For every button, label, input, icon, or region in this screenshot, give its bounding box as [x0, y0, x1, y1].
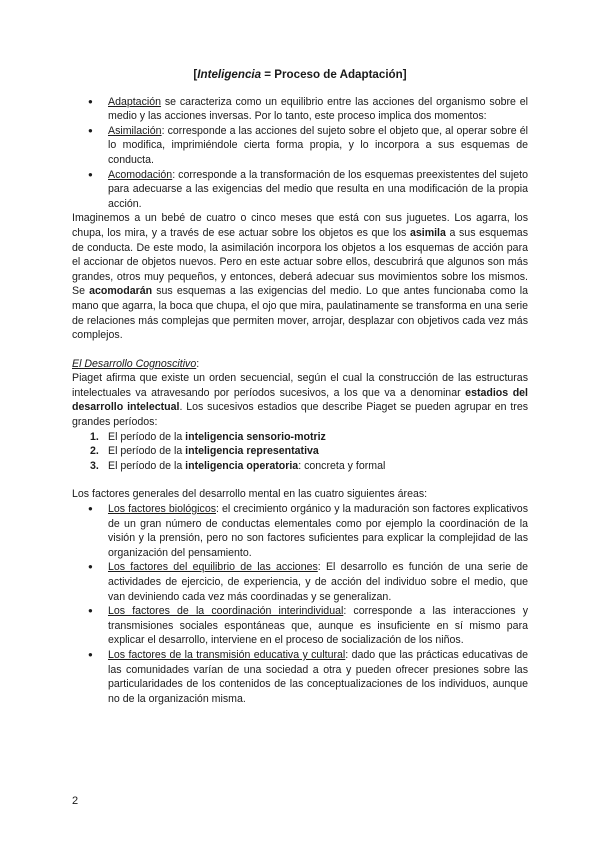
- factor-text: : El desarrollo es función de una serie de actividades de ejercicio, de experiencia, y de acción del individuo sobre el medio, que van deviniendo cada vez más coordinadas y se generalizan.: [108, 561, 528, 603]
- example-text-1: Imaginemos a un bebé de cuatro o cinco meses que está con sus juguetes. Los agarra, los chupa, los mira, y a través de ese actuar sobre los objetos es que los: [72, 212, 528, 239]
- intro-list: [72, 95, 528, 212]
- example-text-3: sus esquemas a las exigencias del medio. Lo que antes funcionaba como la mano que agarra, la boca que chupa, el ojo que mira, paulatinamente se transforma en una serie de relaciones más complejas que permiten mover, arrojar, desplazar con objetivos cada vez más complejos.: [72, 285, 528, 342]
- factors-intro: Los factores generales del desarrollo mental en las cuatro siguientes áreas:: [72, 488, 428, 501]
- title-rest: = Proceso de Adaptación]: [261, 68, 407, 81]
- period-number: 1.: [90, 430, 99, 443]
- list-item: [72, 124, 528, 168]
- list-item: [72, 168, 528, 212]
- factor-label: Los factores de la coordinación interindividual: [108, 605, 344, 618]
- list-item: [72, 648, 528, 706]
- term-acomodacion-text: : corresponde a la transformación de los esquemas preexistentes del sujeto para adecuarse a las exigencias del medio que resulta en una modificación de la propia acción.: [108, 168, 528, 210]
- section-text-1: Piaget afirma que existe un orden secuencial, según el cual la construcción de las estructuras intelectuales va atravesando por períodos sucesivos, a los que va a denominar: [72, 372, 528, 399]
- factor-text: : el crecimiento orgánico y la maduración son factores explicativos de un gran número de conductas elementales como por ejemplo la coordinación de la visión y la prensión, pero no son factores suficientes para explicar la complejidad de las organización del pensamiento.: [108, 503, 528, 559]
- period-number: 3.: [90, 459, 99, 472]
- term-adaptacion-text: se caracteriza como un equilibrio entre las acciones del organismo sobre el medio y las acciones inversas. Por lo tanto, este proceso implica dos momentos:: [108, 95, 528, 123]
- period-bold: inteligencia sensorio-motriz: [185, 430, 326, 443]
- list-item: [72, 95, 528, 124]
- period-number: 2.: [90, 445, 99, 458]
- list-item: [72, 502, 528, 560]
- page-title: [72, 68, 528, 83]
- factor-text: : dado que las prácticas educativas de las comunidades varían de una sociedad a otra y pueden ofrecer presiones sobre las particularidades de los contenidos de las conceptualizaciones de los individuos, aunque no de la organización misma.: [108, 648, 528, 705]
- page-number: 2: [72, 795, 79, 807]
- document-page: [72, 62, 528, 706]
- term-acomodacion: Acomodación: [108, 168, 173, 181]
- title-bracket: [: [193, 68, 198, 81]
- factor-label: Los factores de la transmisión educativa y cultural: [108, 648, 346, 661]
- example-text-2: a sus esquemas de conducta. De este modo, la asimilación incorpora los objetos a los esquemas de acción para el accionar de objetos nuevos. Pero en este actuar sobre ellos, descubrirá que algunos son más grandes, otros muy pequeños, y entonces, deberá adecuar sus movimientos sobre los mismos. Se: [72, 226, 528, 298]
- period-suffix: : concreta y formal: [298, 459, 386, 472]
- factor-label: Los factores biológicos: [108, 503, 217, 516]
- spacer: [72, 473, 528, 487]
- term-asimilacion: Asimilación: [108, 124, 162, 137]
- section-bold-estadios: estadios del desarrollo intelectual: [72, 386, 529, 414]
- factor-label: Los factores del equilibrio de las acciones: [108, 561, 318, 574]
- list-item: [72, 604, 528, 648]
- factors-list: [72, 502, 528, 706]
- periods-list: [72, 430, 528, 474]
- example-paragraph: [72, 211, 528, 342]
- list-item: [72, 560, 528, 604]
- factor-text: : corresponde a las interacciones y transmisiones sociales espontáneas que, aunque es insuficiente en sí mismo para explicar el desarrollo, interviene en el proceso de socialización de los niños.: [108, 605, 528, 647]
- term-asimilacion-text: : corresponde a las acciones del sujeto sobre el objeto que, al operar sobre él lo modifica, imprimiéndole cierta forma propia, y lo incorpora a sus esquemas de conducta.: [108, 124, 528, 166]
- list-item: [72, 459, 528, 474]
- period-text: El período de la: [108, 445, 186, 458]
- section-heading-colon: :: [196, 357, 200, 370]
- section-paragraph: [72, 371, 528, 429]
- list-item: [72, 444, 528, 459]
- period-text: El período de la: [108, 430, 186, 443]
- term-adaptacion: Adaptación: [108, 95, 162, 108]
- section-text-2: . Los sucesivos estadios que describe Piaget se pueden agrupar en tres grandes períodos:: [72, 401, 529, 429]
- period-bold: inteligencia representativa: [185, 445, 319, 458]
- title-term: Inteligencia: [197, 68, 262, 81]
- example-bold-acomodaran: acomodarán: [89, 285, 153, 298]
- period-text: El período de la: [108, 459, 186, 472]
- section-heading-text: El Desarrollo Cognoscitivo: [72, 357, 197, 370]
- section-heading: [72, 357, 528, 372]
- spacer: [72, 343, 528, 357]
- list-item: [72, 430, 528, 445]
- period-bold: inteligencia operatoria: [185, 459, 299, 472]
- example-bold-asimila: asimila: [409, 226, 446, 239]
